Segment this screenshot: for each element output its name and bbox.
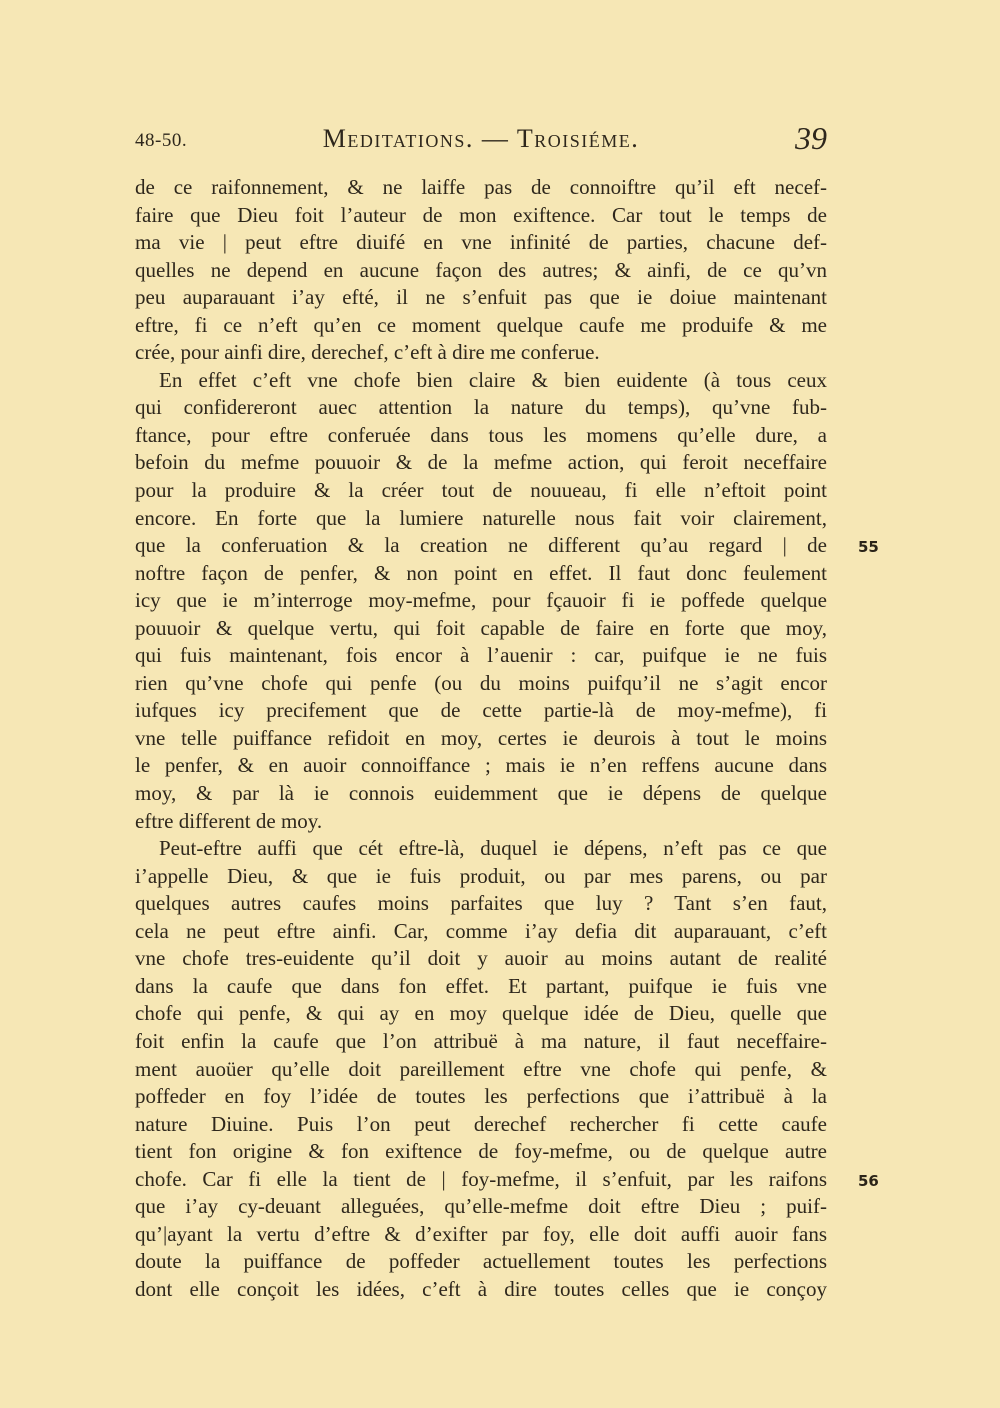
text-line: tient fon origine & fon exiftence de foy-mefme, ou de quelque autre (135, 1139, 827, 1164)
text-line: crée, pour ainfi dire, derechef, c’eft à dire me conferue. (135, 340, 600, 365)
text-line: ftance, pour eftre conferuée dans tous les momens qu’elle dure, a (135, 422, 827, 447)
text-line: que la conferuation & la creation ne different qu’au regard | de (135, 533, 827, 558)
text-line: quelques autres caufes moins parfaites que luy ? Tant s’en faut, (135, 891, 827, 916)
text-line: foit enfin la caufe que l’on attribuë à ma nature, il faut neceffaire- (135, 1028, 827, 1053)
page-number: 39 (795, 120, 827, 156)
running-title: Meditations. — Troisiéme. (322, 124, 640, 153)
text-line: faire que Dieu foit l’auteur de mon exiftence. Car tout le temps de (135, 202, 827, 227)
margin-line-number: 55 (858, 538, 879, 556)
margin-line-number: 56 (858, 1172, 879, 1190)
text-line: poffeder en foy l’idée de toutes les perfections que i’attribuë à la (135, 1084, 827, 1109)
text-line: que i’ay cy-deuant alleguées, qu’elle-mefme doit eftre Dieu ; puif- (135, 1194, 827, 1219)
text-line: Peut-eftre auffi que cét eftre-là, duquel ie dépens, n’eft pas ce que (159, 836, 827, 861)
text-line: noftre façon de penfer, & non point en effet. Il faut donc feulement (135, 560, 827, 585)
text-line: peu auparauant i’ay efté, il ne s’enfuit pas que ie doiue maintenant (135, 285, 827, 310)
text-line: quelles ne depend en aucune façon des autres; & ainfi, de ce qu’vn (135, 257, 827, 282)
text-line: chofe qui penfe, & qui ay en moy quelque idée de Dieu, quelle que (135, 1001, 827, 1026)
text-line: befoin du mefme pouuoir & de la mefme action, qui feroit neceffaire (135, 450, 827, 475)
text-line: nature Diuine. Puis l’on peut derechef rechercher fi cette caufe (135, 1111, 827, 1136)
text-line: le penfer, & en auoir connoiffance ; mais ie n’en reffens aucune dans (135, 753, 827, 778)
text-line: chofe. Car fi elle la tient de | foy-mefme, il s’enfuit, par les raifons (135, 1166, 827, 1191)
text-line: icy que ie m’interroge moy-mefme, pour fçauoir fi ie poffede quelque (135, 588, 827, 613)
text-line: eftre, fi ce n’eft qu’en ce moment quelque caufe me produife & me (135, 312, 827, 337)
text-line: En effet c’eft vne chofe bien claire & bien euidente (à tous ceux (159, 367, 827, 392)
text-line: vne telle puiffance refidoit en moy, certes ie deurois à tout le moins (135, 725, 827, 750)
text-line: qui confidereront auec attention la nature du temps), qu’vne fub- (135, 395, 827, 420)
text-line: eftre different de moy. (135, 808, 323, 833)
text-line: encore. En forte que la lumiere naturelle nous fait voir clairement, (135, 505, 827, 530)
text-line: doute la puiffance de poffeder actuellement toutes les perfections (135, 1249, 827, 1274)
text-line: moy, & par là ie connois euidemment que ie dépens de quelque (135, 781, 827, 806)
text-line: vne chofe tres-euidente qu’il doit y auoir au moins autant de realité (135, 946, 827, 971)
text-line: qui fuis maintenant, fois encor à l’auenir : car, puifque ie ne fuis (135, 643, 827, 668)
text-line: dont elle conçoit les idées, c’eft à dire toutes celles que ie conçoy (135, 1276, 827, 1301)
text-line: de ce raifonnement, & ne laiffe pas de connoiftre qu’il eft necef- (135, 175, 827, 199)
page-range: 48-50. (135, 130, 188, 151)
body-text (135, 174, 827, 1303)
text-line: ment auoüer qu’elle doit pareillement eftre vne chofe qui penfe, & (135, 1056, 827, 1081)
text-line: cela ne peut eftre ainfi. Car, comme i’ay defia dit auparauant, c’eft (135, 918, 827, 943)
text-line: rien qu’vne chofe qui penfe (ou du moins puifqu’il ne s’agit encor (135, 670, 827, 695)
text-line: i’appelle Dieu, & que ie fuis produit, ou par mes parens, ou par (135, 863, 827, 888)
text-line: dans la caufe que dans fon effet. Et partant, puifque ie fuis vne (135, 973, 827, 998)
running-header (135, 122, 827, 162)
text-line: pouuoir & quelque vertu, qui foit capable de faire en forte que moy, (135, 615, 827, 640)
text-line: iufques icy precifement que de cette partie-là de moy-mefme), fi (135, 698, 827, 723)
text-line: qu’|ayant la vertu d’eftre & d’exifter par foy, elle doit auffi auoir fans (135, 1221, 827, 1246)
text-line: ma vie | peut eftre diuifé en vne infinité de parties, chacune def- (135, 230, 827, 255)
text-line: pour la produire & la créer tout de nouueau, fi elle n’eftoit point (135, 478, 827, 503)
